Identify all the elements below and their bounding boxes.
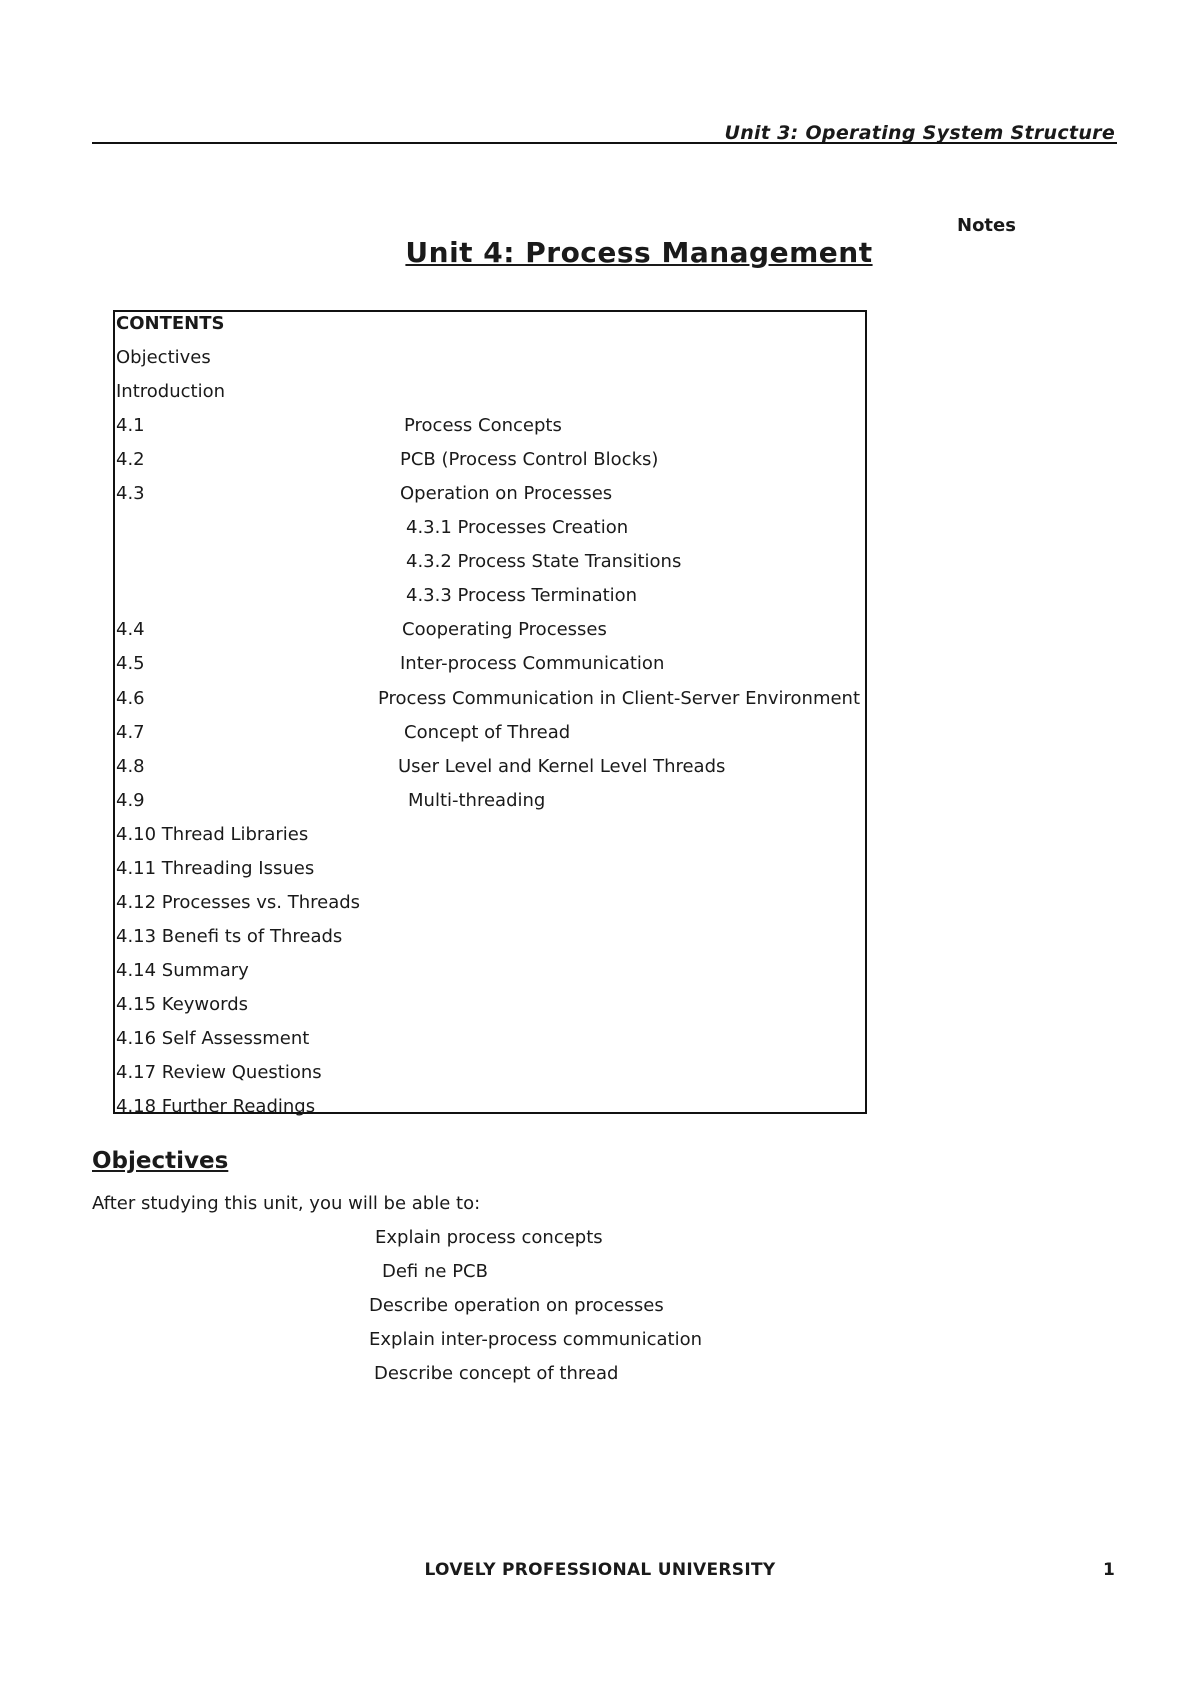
toc-title: Inter-process Communication	[400, 653, 665, 674]
toc-title: Objectives	[116, 347, 211, 368]
toc-title: 4.12 Processes vs. Threads	[116, 892, 361, 913]
header-rule	[92, 142, 1117, 144]
toc-title: Introduction	[116, 381, 226, 402]
objective-item: Explain inter-process communication	[369, 1329, 702, 1350]
running-header: Unit 3: Operating System Structure	[724, 122, 1115, 144]
toc-title: User Level and Kernel Level Threads	[398, 756, 726, 777]
toc-title: Operation on Processes	[400, 483, 613, 504]
toc-number: 4.7	[116, 722, 145, 743]
toc-title: 4.14 Summary	[116, 960, 249, 981]
objectives-heading: Objectives	[92, 1148, 229, 1174]
toc-number: 4.2	[116, 449, 145, 470]
toc-title: 4.15 Keywords	[116, 994, 249, 1015]
notes-label: Notes	[957, 215, 1016, 236]
toc-title: 4.18 Further Readings	[116, 1096, 316, 1117]
footer-university: LOVELY PROFESSIONAL UNIVERSITY	[424, 1560, 776, 1580]
toc-title: Multi-threading	[408, 790, 546, 811]
page-number: 1	[1103, 1560, 1115, 1580]
toc-number: 4.4	[116, 619, 145, 640]
toc-number: 4.3	[116, 483, 145, 504]
toc-number: 4.8	[116, 756, 145, 777]
toc-title: Cooperating Processes	[402, 619, 607, 640]
unit-title: Unit 4: Process Management	[405, 236, 873, 269]
toc-number: 4.1	[116, 415, 145, 436]
toc-number: 4.5	[116, 653, 145, 674]
toc-title: 4.13 Benefi ts of Threads	[116, 926, 343, 947]
contents-heading: CONTENTS	[116, 313, 225, 334]
toc-title: 4.17 Review Questions	[116, 1062, 322, 1083]
toc-title: 4.3.1 Processes Creation	[406, 517, 629, 538]
toc-title: 4.10 Thread Libraries	[116, 824, 309, 845]
toc-title: 4.3.2 Process State Transitions	[406, 551, 682, 572]
objectives-intro: After studying this unit, you will be able to:	[92, 1193, 481, 1214]
toc-title: PCB (Process Control Blocks)	[400, 449, 659, 470]
toc-title: Concept of Thread	[404, 722, 571, 743]
objective-item: Explain process concepts	[375, 1227, 603, 1248]
objective-item: Defi ne PCB	[382, 1261, 488, 1282]
toc-title: 4.3.3 Process Termination	[406, 585, 638, 606]
objective-item: Describe operation on processes	[369, 1295, 664, 1316]
toc-title: Process Concepts	[404, 415, 562, 436]
toc-title: 4.16 Self Assessment	[116, 1028, 310, 1049]
toc-number: 4.9	[116, 790, 145, 811]
objective-item: Describe concept of thread	[374, 1363, 619, 1384]
toc-number: 4.6	[116, 688, 145, 709]
toc-title: Process Communication in Client-Server Environment	[378, 688, 861, 709]
toc-title: 4.11 Threading Issues	[116, 858, 315, 879]
